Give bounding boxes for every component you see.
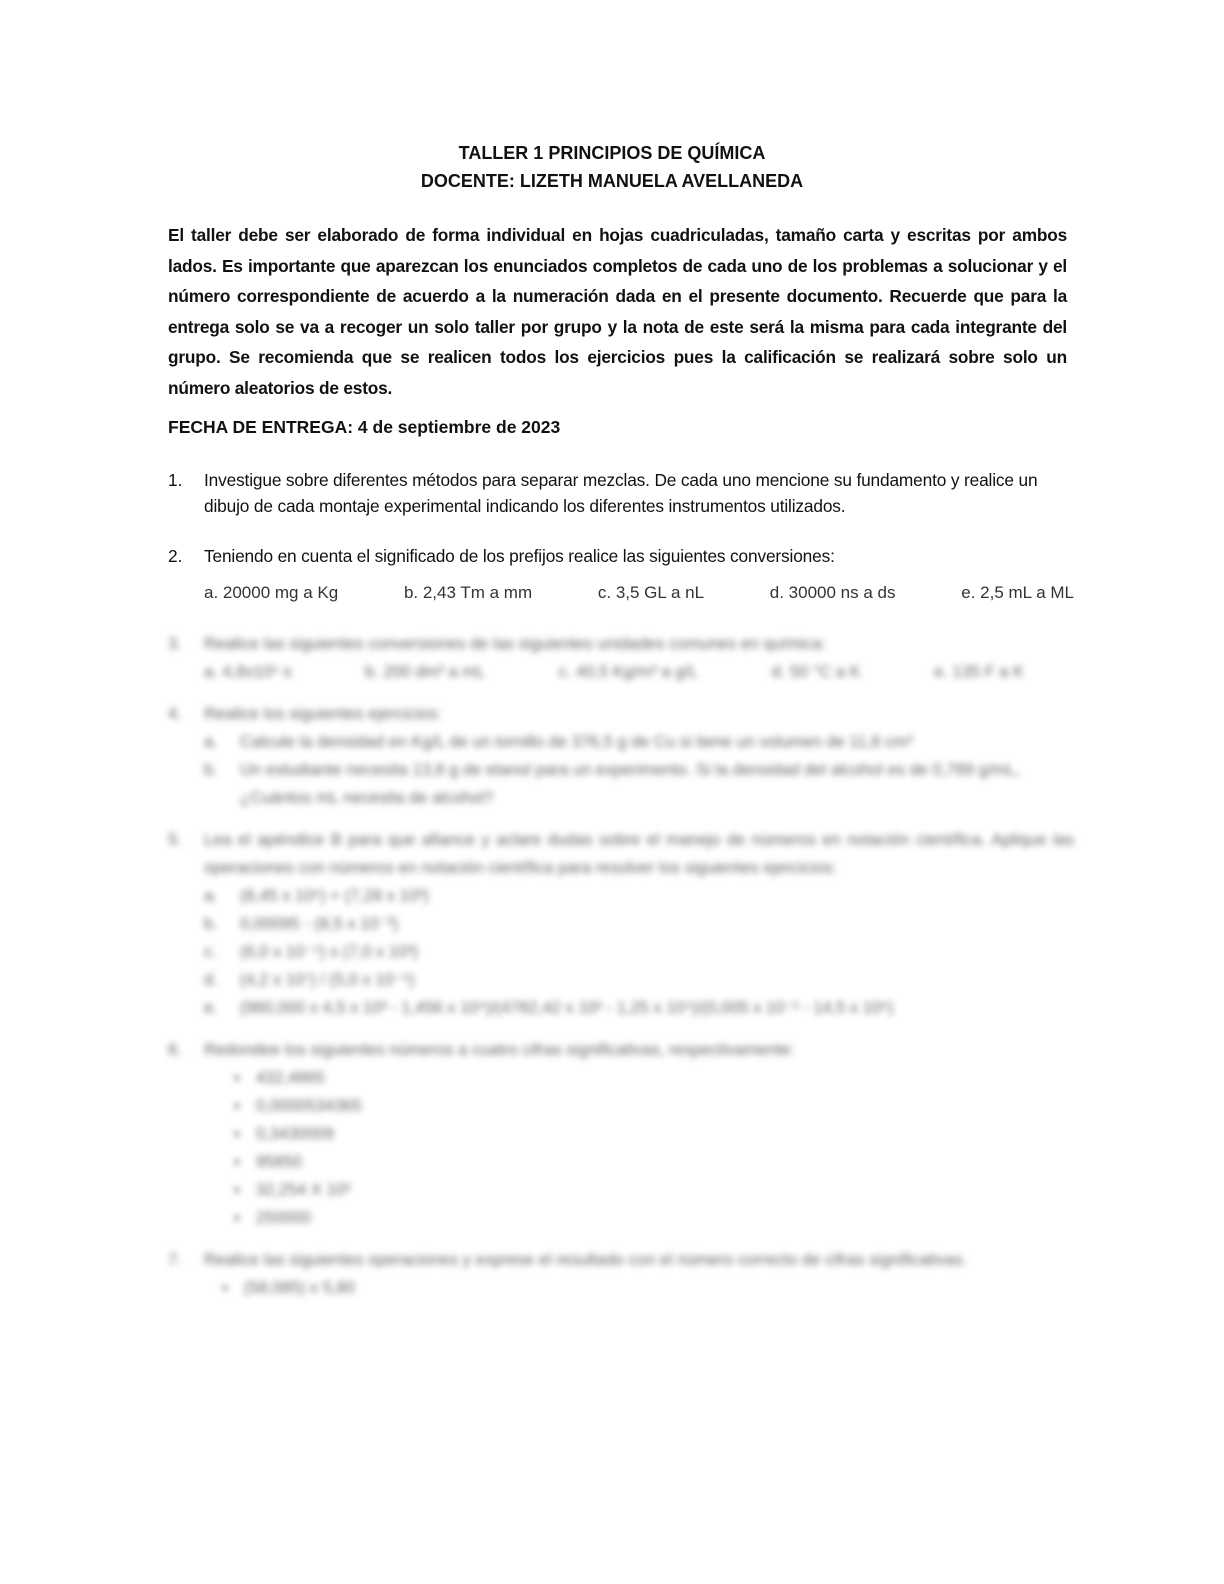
sub-text: (4,2 x 10⁷) / (5,0 x 10⁻⁵)	[240, 971, 415, 989]
option: b. 2,43 Tm a mm	[403, 583, 533, 602]
question-text: Lea el apéndice B para que afiance y aclare dudas sobre el manejo de números en notación científica. Aplique las operaciones con números en notación científica para resolver los siguientes ejercicios:	[204, 831, 1074, 877]
bullet-item: ▪ 0,3430009	[234, 1120, 1074, 1148]
sub-letter: a.	[204, 733, 218, 751]
question-text: Redondee los siguientes números a cuatro cifras significativas, respectivamente:	[204, 1041, 795, 1059]
option: c. 3,5 GL a nL	[597, 583, 705, 602]
bullet-item: ▪ (58,085) x 5,80	[222, 1274, 1074, 1302]
option: a. 20000 mg a Kg	[204, 583, 339, 602]
question-number: 5.	[168, 831, 182, 849]
bullet-item: ▪ 32,254 X 10³	[234, 1176, 1074, 1204]
question-2	[168, 543, 1068, 569]
option: e. 2,5 mL a ML	[961, 583, 1074, 602]
question-4	[168, 700, 1074, 812]
option: a. 4,8x10⁵ s	[204, 663, 292, 681]
document-title: TALLER 1 PRINCIPIOS DE QUÍMICA	[458, 143, 766, 163]
question-number: 6.	[168, 1041, 182, 1059]
question-number: 7.	[168, 1251, 182, 1269]
option: d. 50 °C a K	[771, 663, 861, 681]
sub-item	[204, 994, 1074, 1022]
bullet-item: ▪ 432,4865	[234, 1064, 1074, 1092]
sub-text: Un estudiante necesita 13,8 g de etanol para un experimento. Si la densidad del alcohol es de 0,789 g/mL, ¿Cuántos mL necesita de alcohol?	[240, 761, 1020, 807]
sub-item	[204, 910, 1074, 938]
sub-item	[204, 882, 1074, 910]
sub-text: (8,45 x 10⁵) + (7,28 x 10³)	[240, 887, 429, 905]
question-number: 1.	[168, 470, 183, 490]
question-text: Realice los siguientes ejercicios:	[204, 705, 442, 723]
sub-text: 0,00095 - (8,5 x 10⁻³)	[240, 915, 399, 933]
question-number: 4.	[168, 705, 182, 723]
question-text: Teniendo en cuenta el significado de los prefijos realice las siguientes conversiones:	[204, 546, 835, 566]
option: d. 30000 ns a ds	[769, 583, 896, 602]
question-7	[168, 1246, 1074, 1302]
sub-letter: d.	[204, 971, 218, 989]
question-number: 2.	[168, 546, 183, 566]
question-text: Investigue sobre diferentes métodos para separar mezclas. De cada uno mencione su fundamento y realice un dibujo de cada montaje experimental indicando los diferentes instrumentos utilizados.	[204, 470, 1038, 516]
question-5	[168, 826, 1074, 1022]
sub-item	[204, 938, 1074, 966]
sub-letter: b.	[204, 761, 218, 779]
question-3	[168, 630, 1074, 686]
sub-text: (6,0 x 10⁻⁴) x (7,0 x 10³)	[240, 943, 419, 961]
question-text: Realice las siguientes operaciones y exprese el resultado con el número correcto de cifras significativas.	[204, 1251, 968, 1269]
sub-letter: e.	[204, 999, 218, 1017]
sub-letter: c.	[204, 943, 217, 961]
question-text: Realice las siguientes conversiones de las siguientes unidades comunes en química:	[204, 635, 826, 653]
sub-item	[204, 756, 1074, 812]
question-number: 3.	[168, 635, 182, 653]
bullet-item: ▪ 250000	[234, 1204, 1074, 1232]
blurred-content	[168, 630, 1074, 1316]
due-date: FECHA DE ENTREGA: 4 de septiembre de 2023	[168, 417, 561, 437]
teacher-name: DOCENTE: LIZETH MANUELA AVELLANEDA	[420, 171, 804, 191]
question-1	[168, 467, 1068, 519]
sub-text: (980,000 x 4,5 x 10³ - 1,456 x 10⁴)/(4782,42 x 10² - 1,25 x 10⁴)/(0,005 x 10⁻² - 14,5 x 10⁶)	[240, 999, 894, 1017]
option: e. 135 F a K	[934, 663, 1024, 681]
question-6	[168, 1036, 1074, 1232]
sub-item	[204, 728, 1074, 756]
sub-item	[204, 966, 1074, 994]
option: c. 40,5 Kg/m³ a g/L	[558, 663, 699, 681]
conversion-options	[204, 658, 1024, 686]
bullet-item: ▪ 95850	[234, 1148, 1074, 1176]
sub-letter: b.	[204, 915, 218, 933]
conversion-options	[204, 583, 1074, 603]
bullet-item: ▪ 0,0000534365	[234, 1092, 1074, 1120]
sub-letter: a.	[204, 887, 218, 905]
instructions-paragraph: El taller debe ser elaborado de forma individual en hojas cuadriculadas, tamaño carta y escritas por ambos lados. Es importante que aparezcan los enunciados completos de cada uno de los problemas a solucionar y el número correspondiente de acuerdo a la numeración dada en el presente documento. Recuerde que para la entrega solo se va a recoger un solo taller por grupo y la nota de este será la misma para cada integrante del grupo. Se recomienda que se realicen todos los ejercicios pues la calificación se realizará sobre solo un número aleatorios de estos.	[168, 225, 1067, 398]
option: b. 200 dm³ a mL	[365, 663, 486, 681]
sub-text: Calcule la densidad en Kg/L de un tornillo de 376,5 g de Cu si tiene un volumen de 11,8 cm³	[240, 733, 913, 751]
